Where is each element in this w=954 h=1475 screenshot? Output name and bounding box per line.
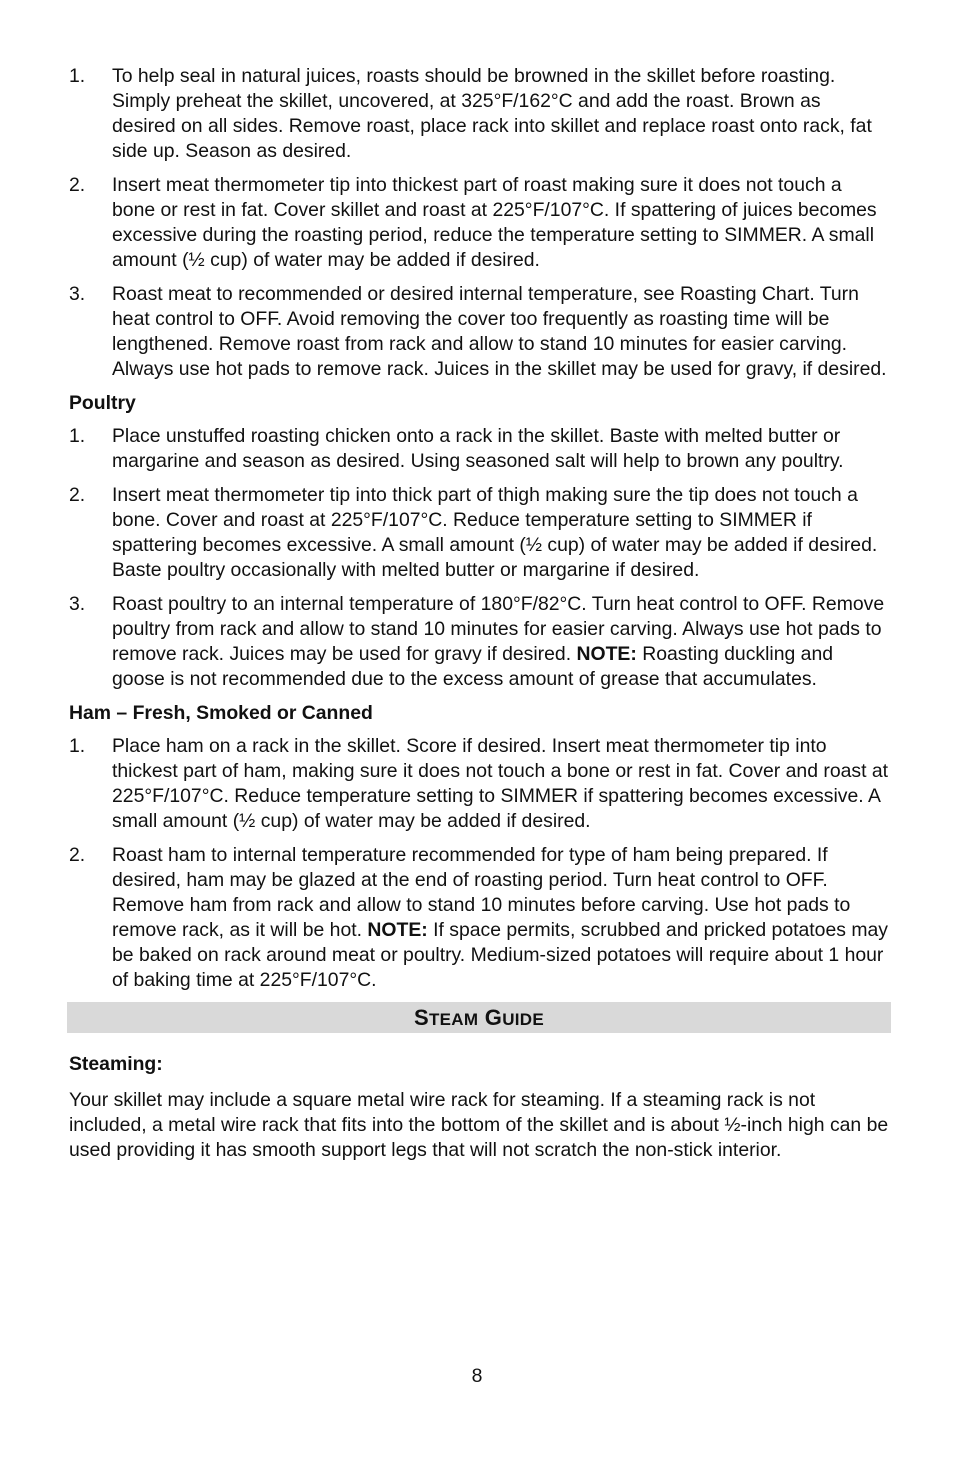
note-label: NOTE:	[367, 919, 428, 941]
step-number: 2.	[69, 844, 86, 866]
title-smallcaps: UIDE	[502, 1010, 545, 1029]
list-item	[69, 843, 889, 993]
step-text: Roast meat to recommended or desired internal temperature, see Roasting Chart. Turn heat control to OFF. Avoid removing the cover too frequently as roasting time will be lengthened. Remove roast from rack and allow to stand 10 minutes for easier carving. Always use hot pads to remove rack. Juices in the skillet may be used for gravy, if desired.	[112, 283, 887, 380]
step-text-part: Roasting duckling and goose is not recommended due to the excess amount of grease that accumulates.	[112, 643, 834, 690]
step-text	[112, 844, 888, 991]
step-text-part: Roast poultry to an internal temperature of 180°F/82°C. Turn heat control to OFF. Remove poultry from rack and allow to stand 10 minutes for easier carving. Always use hot pads to remove rack. Juices may be used for gravy if desired.	[112, 593, 885, 665]
step-number: 2.	[69, 174, 86, 196]
page-number: 8	[471, 1365, 483, 1387]
step-text-part: Roast ham to internal temperature recommended for type of ham being prepared. If desired, ham may be glazed at the end of roasting period. Turn heat control to OFF. Remove ham from rack and allow to stand 10 minutes before carving. Use hot pads to remove rack, as it will be hot.	[112, 844, 851, 941]
ham-steps-list	[69, 734, 889, 993]
title-initial: S	[413, 1005, 429, 1030]
step-text: Insert meat thermometer tip into thickest part of roast making sure it does not touch a bone or rest in fat. Cover skillet and roast at 225°F/107°C. If spattering of juices becomes excessive during the roasting period, reduce the temperature setting to SIMMER. A small amount (½ cup) of water may be added if desired.	[112, 174, 877, 271]
step-text: Place unstuffed roasting chicken onto a rack in the skillet. Baste with melted butter or margarine and season as desired. Using seasoned salt will help to brown any poultry.	[112, 425, 844, 472]
list-item	[69, 173, 889, 273]
step-number: 3.	[69, 283, 86, 305]
list-item	[69, 424, 889, 474]
step-text-part: If space permits, scrubbed and pricked potatoes may be baked on rack around meat or poultry. Medium-sized potatoes will require about 1 hour of baking time at 225°F/107°C.	[112, 919, 888, 991]
step-text: To help seal in natural juices, roasts should be browned in the skillet before roasting. Simply preheat the skillet, uncovered, at 325°F/162°C and add the roast. Brown as desired on all sides. Remove roast, place rack into skillet and replace roast onto rack, fat side up. Season as desired.	[112, 65, 872, 162]
list-item	[69, 282, 889, 382]
list-item	[69, 64, 889, 164]
steam-guide-header	[67, 1002, 891, 1033]
step-number: 1.	[69, 735, 86, 757]
list-item	[69, 734, 889, 834]
page-content	[69, 64, 889, 1163]
title-smallcaps: TEAM	[428, 1010, 479, 1029]
list-item	[69, 592, 889, 692]
note-label: NOTE:	[576, 643, 637, 665]
step-number: 1.	[69, 65, 86, 87]
poultry-heading: Poultry	[69, 392, 136, 414]
ham-heading: Ham – Fresh, Smoked or Canned	[69, 702, 373, 724]
step-text	[112, 593, 884, 690]
title-initial: G	[484, 1005, 503, 1030]
step-number: 2.	[69, 484, 86, 506]
steaming-heading: Steaming:	[69, 1053, 163, 1075]
step-text: Insert meat thermometer tip into thick part of thigh making sure the tip does not touch a bone. Cover and roast at 225°F/107°C. Reduce temperature setting to SIMMER if spattering becomes excessive. A small amount (½ cup) of water may be added if desired. Baste poultry occasionally with melted butter or margarine if desired.	[112, 484, 878, 581]
list-item	[69, 483, 889, 583]
step-number: 1.	[69, 425, 86, 447]
step-text: Place ham on a rack in the skillet. Score if desired. Insert meat thermometer tip into thickest part of ham, making sure it does not touch a bone or rest in fat. Cover and roast at 225°F/107°C. Reduce temperature setting to SIMMER if spattering becomes excessive. A small amount (½ cup) of water may be added if desired.	[112, 735, 889, 832]
step-number: 3.	[69, 593, 86, 615]
steaming-paragraph: Your skillet may include a square metal wire rack for steaming. If a steaming rack is not included, a metal wire rack that fits into the bottom of the skillet and is about ½-inch high can be used providing it has smooth support legs that will not scratch the non-stick interior.	[69, 1089, 889, 1161]
roast-steps-list	[69, 64, 889, 382]
poultry-steps-list	[69, 424, 889, 692]
